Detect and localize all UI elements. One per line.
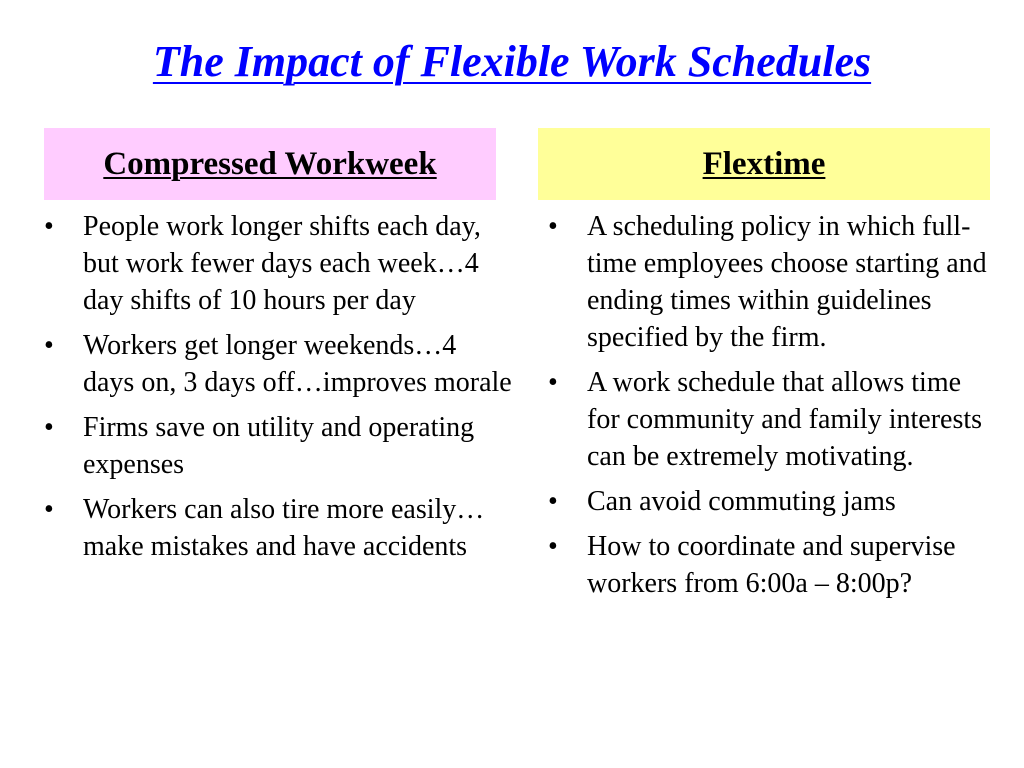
bullet-icon: •	[548, 531, 558, 562]
compressed-workweek-bullet	[38, 327, 512, 401]
flextime-bullet	[542, 364, 992, 475]
flextime-bullet-list	[542, 208, 992, 610]
bullet-text: A work schedule that allows time for community and family interests can be extremely motivating.	[587, 367, 983, 472]
bullet-icon: •	[44, 330, 54, 361]
bullet-text: How to coordinate and supervise workers from 6:00a – 8:00p?	[587, 531, 956, 599]
bullet-icon: •	[548, 486, 558, 517]
compressed-workweek-bullet-list	[38, 208, 512, 573]
flextime-bullet	[542, 528, 992, 602]
flextime-heading-text: Flextime	[702, 145, 826, 182]
flextime-heading	[538, 128, 990, 200]
bullet-text: People work longer shifts each day, but work fewer days each week…4 day shifts of 10 hours per day	[83, 211, 481, 316]
compressed-workweek-heading	[44, 128, 496, 200]
flextime-bullet	[542, 208, 992, 356]
bullet-text: Workers can also tire more easily…make mistakes and have accidents	[83, 494, 485, 562]
bullet-text: Can avoid commuting jams	[587, 486, 896, 517]
compressed-workweek-bullet	[38, 491, 512, 565]
bullet-text: Firms save on utility and operating expenses	[83, 412, 475, 480]
bullet-text: Workers get longer weekends…4 days on, 3 days off…improves morale	[83, 330, 512, 398]
bullet-icon: •	[44, 412, 54, 443]
bullet-icon: •	[548, 367, 558, 398]
compressed-workweek-bullet	[38, 409, 512, 483]
bullet-icon: •	[548, 211, 558, 242]
bullet-text: A scheduling policy in which full-time employees choose starting and ending times within guidelines specified by the firm.	[587, 211, 987, 353]
compressed-workweek-bullet	[38, 208, 512, 319]
slide-title: The Impact of Flexible Work Schedules	[152, 37, 872, 86]
compressed-workweek-heading-text: Compressed Workweek	[103, 145, 437, 182]
flextime-bullet	[542, 483, 992, 520]
bullet-icon: •	[44, 211, 54, 242]
bullet-icon: •	[44, 494, 54, 525]
